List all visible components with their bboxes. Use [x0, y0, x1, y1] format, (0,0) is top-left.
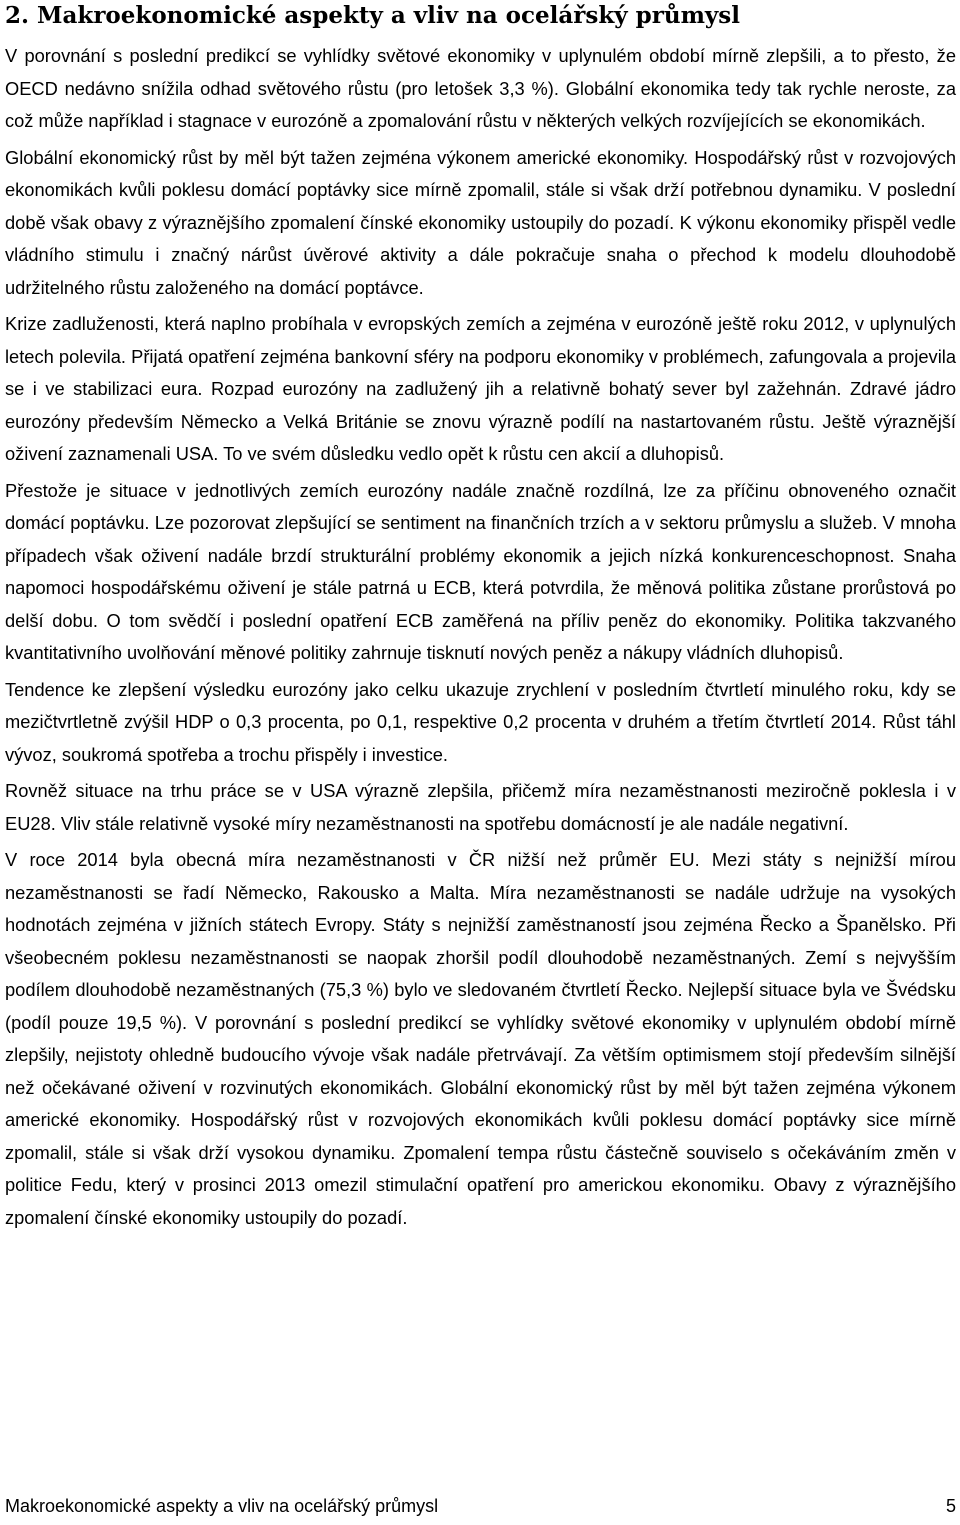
paragraph-gdp-trend: Tendence ke zlepšení výsledku eurozóny jako celku ukazuje zrychlení v posledním čtvrtletí minulého roku, kdy se mezičtvrtletně zvýšil HDP o 0,3 procenta, po 0,1, respektive 0,2 procenta v druhém a třetím čtvrtletí 2014. Růst táhl vývoz, soukromá spotřeba a trochu přispěly i investice. — [5, 678, 956, 765]
paragraph-eurozone: Přestože je situace v jednotlivých zemích eurozóny nadále značně rozdílná, lze za příčinu obnoveného označit domácí poptávku. Lze pozorovat zlepšující se sentiment na finančních trzích a v sektoru průmyslu a služeb. V mnoha případech však oživení nadále brzdí strukturální problémy ekonomik a jejich nízká konkurenceschopnost. Snaha napomoci hospodářskému oživení je stále patrná u ECB, která potvrdila, že měnová politika zůstane prorůstová po delší dobu. O tom svědčí i poslední opatření ECB zaměřená na příliv peněz do ekonomiky. Politika takzvaného kvantitativního uvolňování měnové politiky zahrnuje tisknutí nových peněz a nákupy vládních dluhopisů. — [5, 479, 956, 663]
paragraph-labour-market: Rovněž situace na trhu práce se v USA výrazně zlepšila, přičemž míra nezaměstnanosti meziročně poklesla i v EU28. Vliv stále relativně vysoké míry nezaměstnanosti na spotřebu domácností je ale nadále negativní. — [5, 780, 956, 834]
paragraph-unemployment: V roce 2014 byla obecná míra nezaměstnanosti v ČR nižší než průměr EU. Mezi státy s nejnižší mírou nezaměstnanosti se řadí Německo, Rakousko a Malta. Míra nezaměstnanosti se nadále udržuje na vysokých hodnotách zejména v jižních státech Evropy. Státy s nejnižší zaměstnaností jsou zejména Řecko a Španělsko. Při všeobecném poklesu nezaměstnanosti se naopak zhoršil podíl dlouhodobě nezaměstnaných. Zemí s nejvyšším podílem dlouhodobě nezaměstnaných (75,3 %) bylo ve sledovaném čtvrtletí Řecko. Nejlepší situace byla ve Švédsku (podíl pouze 19,5 %). V porovnání s poslední predikcí se vyhlídky světové ekonomiky v uplynulém období mírně zlepšily, nejistoty ohledně budoucího vývoje však nadále přetrvávají. Za větším optimismem stojí především silnější než očekávané oživení v rozvinutých ekonomikách. Globální ekonomický růst by měl být tažen zejména výkonem americké ekonomiky. Hospodářský růst v rozvojových ekonomikách kvůli poklesu domácí poptávky sice mírně zpomalil, stále si však drží vysokou dynamiku. Zpomalení tempa růstu částečně souviselo s očekáváním změn v politice Fedu, který v prosinci 2013 omezil stimulační opatření pro americkou ekonomiku. Obavy z výraznějšího zpomalení čínské ekonomiky ustoupily do pozadí. — [5, 849, 956, 1228]
document-page — [5, 0, 956, 1238]
page-number: 5 — [945, 1496, 956, 1516]
footer-title: Makroekonomické aspekty a vliv na ocelářský průmysl — [5, 1496, 439, 1516]
paragraph-outlook: V porovnání s poslední predikcí se vyhlídky světové ekonomiky v uplynulém období mírně zlepšili, a to přesto, že OECD nedávno snížila odhad světového růstu (pro letošek 3,3 %). Globální ekonomika tedy tak rychle neroste, za což může například i stagnace v eurozóně a zpomalování růstu v některých velkých rozvíjejících se ekonomikách. — [5, 45, 956, 131]
page-footer — [5, 1494, 956, 1518]
paragraph-debt-crisis: Krize zadluženosti, která naplno probíhala v evropských zemích a zejména v eurozóně ještě roku 2012, v uplynulých letech polevila. Přijatá opatření zejména bankovní sféry na podporu ekonomiky v problémech, zafungovala a projevila se i ve stabilizaci eura. Rozpad eurozóny na zadlužený jih a relativně bohatý sever byl zažehnán. Zdravé jádro eurozóny především Německo a Velká Británie se znovu výrazně podílí na nastartovaném růstu. Ještě výraznější oživení zaznamenali USA. To ve svém důsledku vedlo opět k růstu cen akcií a dluhopisů. — [5, 313, 956, 464]
section-heading: 2. Makroekonomické aspekty a vliv na ocelářský průmysl — [5, 2, 740, 29]
paragraph-global-growth: Globální ekonomický růst by měl být tažen zejména výkonem americké ekonomiky. Hospodářský růst v rozvojových ekonomikách kvůli poklesu domácí poptávky sice mírně zpomalil, stále si však drží potřebnou dynamiku. V poslední době však obavy z výraznějšího zpomalení čínské ekonomiky ustoupily do pozadí. K výkonu ekonomiky přispěl vedle vládního stimulu i značný nárůst úvěrové aktivity a dále pokračuje snaha o přechod k modelu dlouhodobě udržitelného růstu založeného na domácí poptávce. — [5, 146, 956, 298]
